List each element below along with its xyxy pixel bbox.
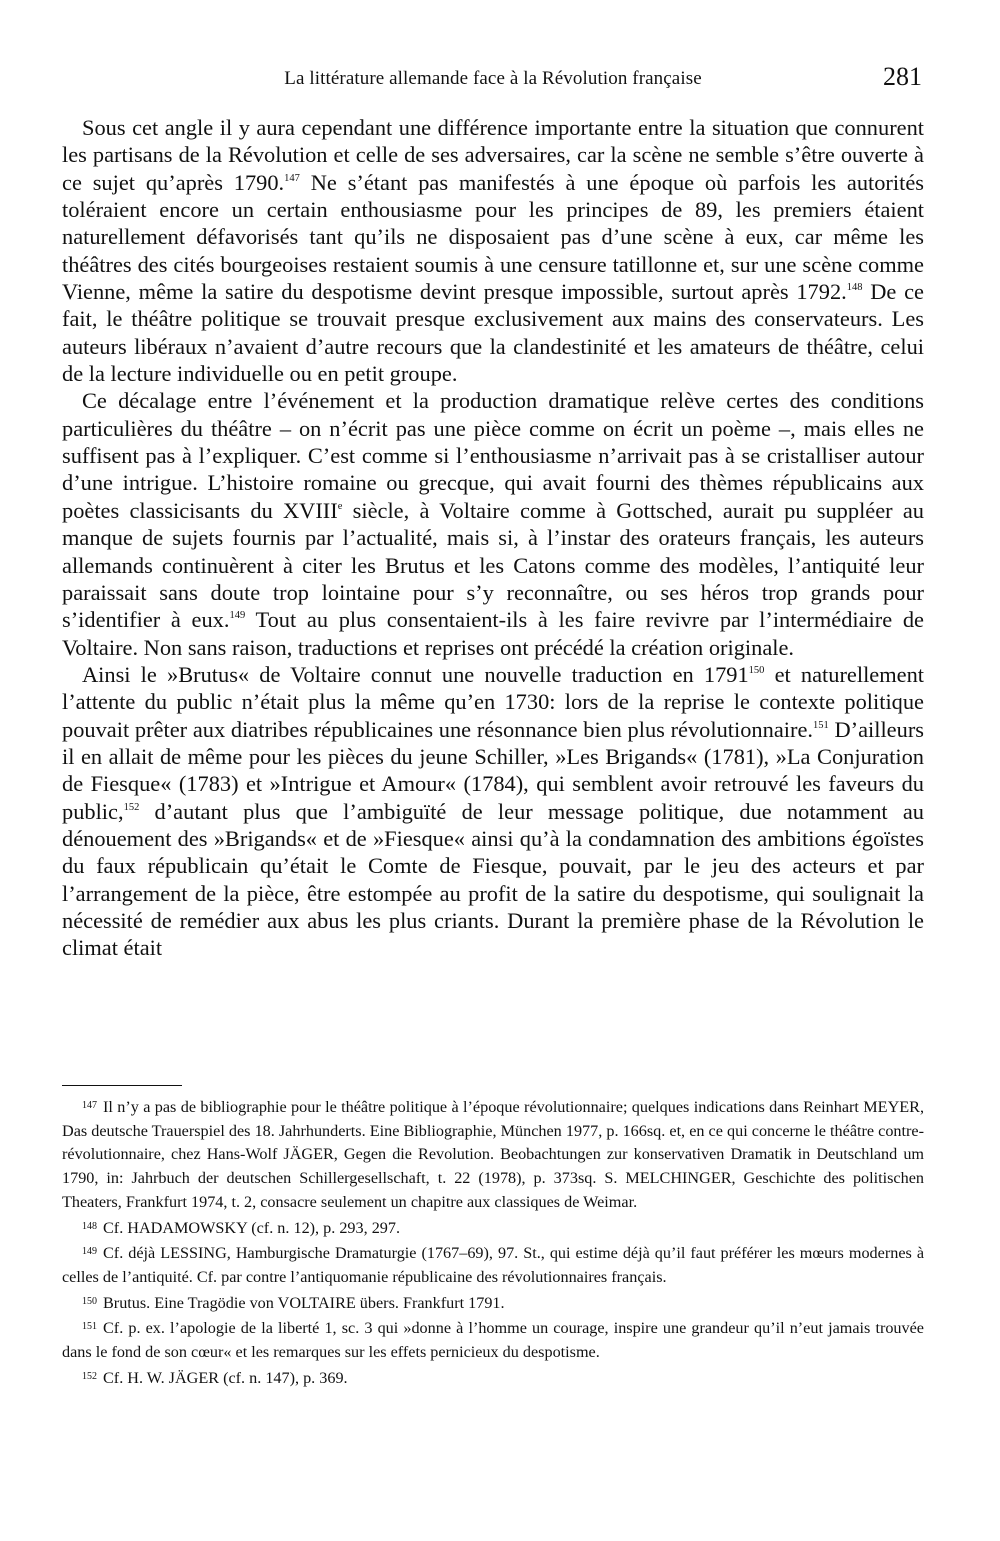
footnote-ref-148: 148 — [846, 282, 863, 294]
footnote-ref-147: 147 — [284, 172, 300, 184]
paragraph-1-text-a: Sous cet angle il y aura cependant une différence importante entre la situation que connurent les partisans de la Révolution et celle de ses adversaires, car la scène ne semble s’être ouverte à ce sujet qu’après 1790. — [62, 115, 924, 195]
footnote-150 — [62, 1290, 924, 1316]
paragraph-3-text-c: D’ailleurs il en allait de même pour les pièces du jeune Schiller, »Les Brigands« (1781), »La Conjuration de Fiesque« (1783) et »Intrigue et Amour« (1784), qui semblent avoir retrouvé les faveurs du public, — [62, 716, 924, 824]
footnote-148 — [62, 1215, 924, 1241]
footnote-149 — [62, 1240, 924, 1289]
footnote-text: Cf. H. W. JÄGER (cf. n. 147), p. 369. — [103, 1368, 348, 1387]
paragraph-3-text-a: Ainsi le »Brutus« de Voltaire connut une nouvelle traduction en 1791 — [82, 661, 749, 687]
footnote-number: 147 — [82, 1100, 97, 1111]
paragraph-3-text-d: d’autant plus que l’ambiguïté de leur message politique, due notamment au dénouement des »Brigands« et de »Fiesque« ainsi qu’à la condamnation des ambitions égoïstes du faux républicain qu’était le Comte de Fiesque, pouvait, par le jeu des acteurs et par l’arrangement de la pièce, être estompée au profit de la satire du despotisme, qui soulignait la nécessité de remédier aux abus les plus criants. Durant la première phase de la Révolution le climat était — [62, 798, 924, 961]
footnote-text: Cf. HADAMOWSKY (cf. n. 12), p. 293, 297. — [103, 1218, 401, 1237]
footnote-151 — [62, 1315, 924, 1364]
footnote-ref-150: 150 — [748, 664, 765, 676]
footnote-text: Il n’y a pas de bibliographie pour le théâtre politique à l’époque révolutionnaire; quelques indications dans Reinhart MEYER, Das deutsche Trauerspiel des 18. Jahrhunderts. Eine Bibliographie, München 1977, p. 166sq. et, en ce qui concerne le théâtre contre-révolutionnaire, chez Hans-Wolf JÄGER, Gegen die Revolution. Beobachtungen zur konservativen Dramatik in Deutschland um 1790, in: Jahrbuch der deutschen Schillergesellschaft, t. 22 (1978), p. 373sq. S. MELCHINGER, Geschichte des politischen Theaters, Frankfurt 1974, t. 2, consacre seulement un chapitre aux classiques de Weimar. — [62, 1098, 924, 1211]
running-head — [62, 62, 924, 96]
footnote-number: 149 — [82, 1246, 97, 1258]
footnote-text: Cf. déjà LESSING, Hamburgische Dramaturgie (1767–69), 97. St., qui estime déjà qu’il faut préférer les mœurs modernes à celles de l’antiquité. Cf. par contre l’antiquomanie républicaine des révolutionnaires français. — [62, 1244, 924, 1286]
footnote-divider — [62, 1085, 182, 1086]
footnote-text: Brutus. Eine Tragödie von VOLTAIRE übers. Frankfurt 1791. — [103, 1293, 505, 1312]
footnote-number: 151 — [82, 1321, 97, 1333]
main-text — [62, 114, 924, 962]
century-superscript: e — [337, 500, 343, 512]
footnote-152 — [62, 1365, 924, 1391]
paragraph-2-text-c: Tout au plus consentaient-ils à les faire revivre par l’intermédiaire de Voltaire. Non sans raison, traductions et reprises ont précédé la création originale. — [62, 607, 924, 660]
paragraph-3-text-b: et naturellement l’attente du public n’était plus la même qu’en 1730: lors de la reprise le contexte politique pouvait prêter aux diatribes républicaines une résonnance bien plus révolutionnaire. — [62, 661, 924, 742]
footnote-number: 150 — [82, 1295, 97, 1307]
paragraph-1 — [62, 114, 924, 387]
footnote-ref-151: 151 — [812, 719, 829, 731]
footnotes — [62, 1094, 924, 1390]
footnote-147 — [62, 1094, 924, 1215]
footnote-number: 152 — [82, 1370, 97, 1382]
paragraph-1-text-c: De ce fait, le théâtre politique se trouvait presque exclusivement aux mains des conservateurs. Les auteurs libéraux n’avaient d’autre recours que la clandestinité et les amateurs de théâtre, celui de la lecture individuelle ou en petit groupe. — [62, 279, 924, 387]
paragraph-2-text-a: Ce décalage entre l’événement et la production dramatique relève certes des conditions particulières du théâtre – on n’écrit pas une pièce comme on écrit un poème –, mais elles ne suffisent pas à l’expliquer. C’est comme si l’enthousiasme n’arrivait pas à se cristalliser autour d’une intrigue. L’histoire romaine ou grecque, qui avait fourni des thèmes républicains aux poètes classicisants du XVIII — [62, 388, 924, 523]
footnote-number: 148 — [82, 1220, 97, 1232]
paragraph-2-text-b: siècle, à Voltaire comme à Gottsched, aurait pu suppléer au manque de sujets fournis par l’actualité, mais si, à l’instar des orateurs français, les auteurs allemands continuèrent à citer les Brutus et les Catons comme des modèles, l’antiquité leur paraissait sans doute trop lointaine pour s’y reconnaître, ou ses héros trop grands pour s’identifier à eux. — [62, 497, 925, 633]
footnote-text: Cf. p. ex. l’apologie de la liberté 1, sc. 3 qui »donne à l’homme un courage, inspire une grandeur qu’il n’eut jamais trouvée dans le fond de son cœur« et les remarques sur les effets pernicieux du despotisme. — [62, 1319, 924, 1362]
footnote-ref-149: 149 — [229, 610, 246, 622]
paragraph-3 — [62, 661, 924, 962]
footnote-ref-152: 152 — [123, 801, 140, 813]
page-number: 281 — [883, 62, 922, 91]
paragraph-1-text-b: Ne s’étant pas manifestés à une époque où parfois les autorités toléraient encore un certain enthousiasme pour les principes de 89, les premiers étaient naturellement défavorisés tant qu’ils ne disposaient pas d’une scène à eux, car même les théâtres des cités bourgeoises restaient soumis à une censure tatillonne et, sur une scène comme Vienne, même la satire du despotisme devint presque impossible, surtout après 1792. — [62, 169, 924, 305]
paragraph-2 — [62, 387, 924, 660]
running-title: La littérature allemande face à la Révolution française — [284, 68, 702, 89]
